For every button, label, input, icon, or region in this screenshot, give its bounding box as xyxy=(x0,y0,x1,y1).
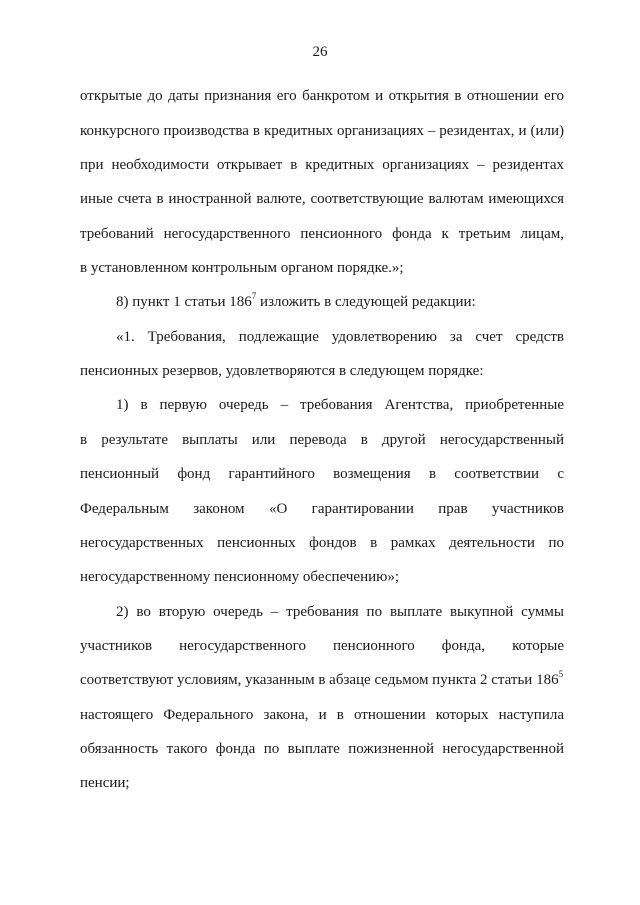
text-segment: 8) пункт 1 статьи 186 xyxy=(116,294,252,310)
text-line: Федеральным законом «О гарантировании прав участников xyxy=(80,501,564,517)
text-line: иные счета в иностранной валюте, соответствующие валютам имеющихся xyxy=(80,191,564,207)
text-line: 1) в первую очередь – требования Агентства, приобретенные xyxy=(116,397,564,413)
text-line: негосударственных пенсионных фондов в рамках деятельности по xyxy=(80,535,564,551)
text-segment: изложить в следующей редакции: xyxy=(256,294,476,310)
text-line: настоящего Федерального закона, и в отношении которых наступила xyxy=(80,707,564,723)
superscript: 5 xyxy=(558,669,564,679)
text-line: «1. Требования, подлежащие удовлетворению за счет средств xyxy=(116,329,564,345)
text-line: пенсии; xyxy=(80,775,130,791)
text-line: пенсионных резервов, удовлетворяются в следующем порядке: xyxy=(80,363,484,379)
text-line: обязанность такого фонда по выплате пожизненной негосударственной xyxy=(80,741,564,757)
text-line: участников негосударственного пенсионного фонда, которые xyxy=(80,638,564,654)
text-line xyxy=(116,292,564,312)
text-line: 2) во вторую очередь – требования по выплате выкупной суммы xyxy=(116,604,564,620)
text-line: в установленном контрольным органом порядке.»; xyxy=(80,260,404,276)
text-line: пенсионный фонд гарантийного возмещения в соответствии с xyxy=(80,466,564,482)
superscript: 7 xyxy=(251,291,257,301)
text-segment: соответствуют условиям, указанным в абзаце седьмом пункта 2 статьи 186 xyxy=(80,672,559,688)
text-line: негосударственному пенсионному обеспечению»; xyxy=(80,569,399,585)
text-line: в результате выплаты или перевода в другой негосударственный xyxy=(80,432,564,448)
text-line: конкурсного производства в кредитных организациях – резидентах, и (или) xyxy=(80,123,564,139)
page-number: 26 xyxy=(312,44,328,60)
text-line: открытые до даты признания его банкротом и открытия в отношении его xyxy=(80,88,564,104)
text-line: требований негосударственного пенсионного фонда к третьим лицам, xyxy=(80,226,564,242)
text-line: при необходимости открывает в кредитных организациях – резидентах xyxy=(80,157,564,173)
text-line xyxy=(80,670,564,690)
